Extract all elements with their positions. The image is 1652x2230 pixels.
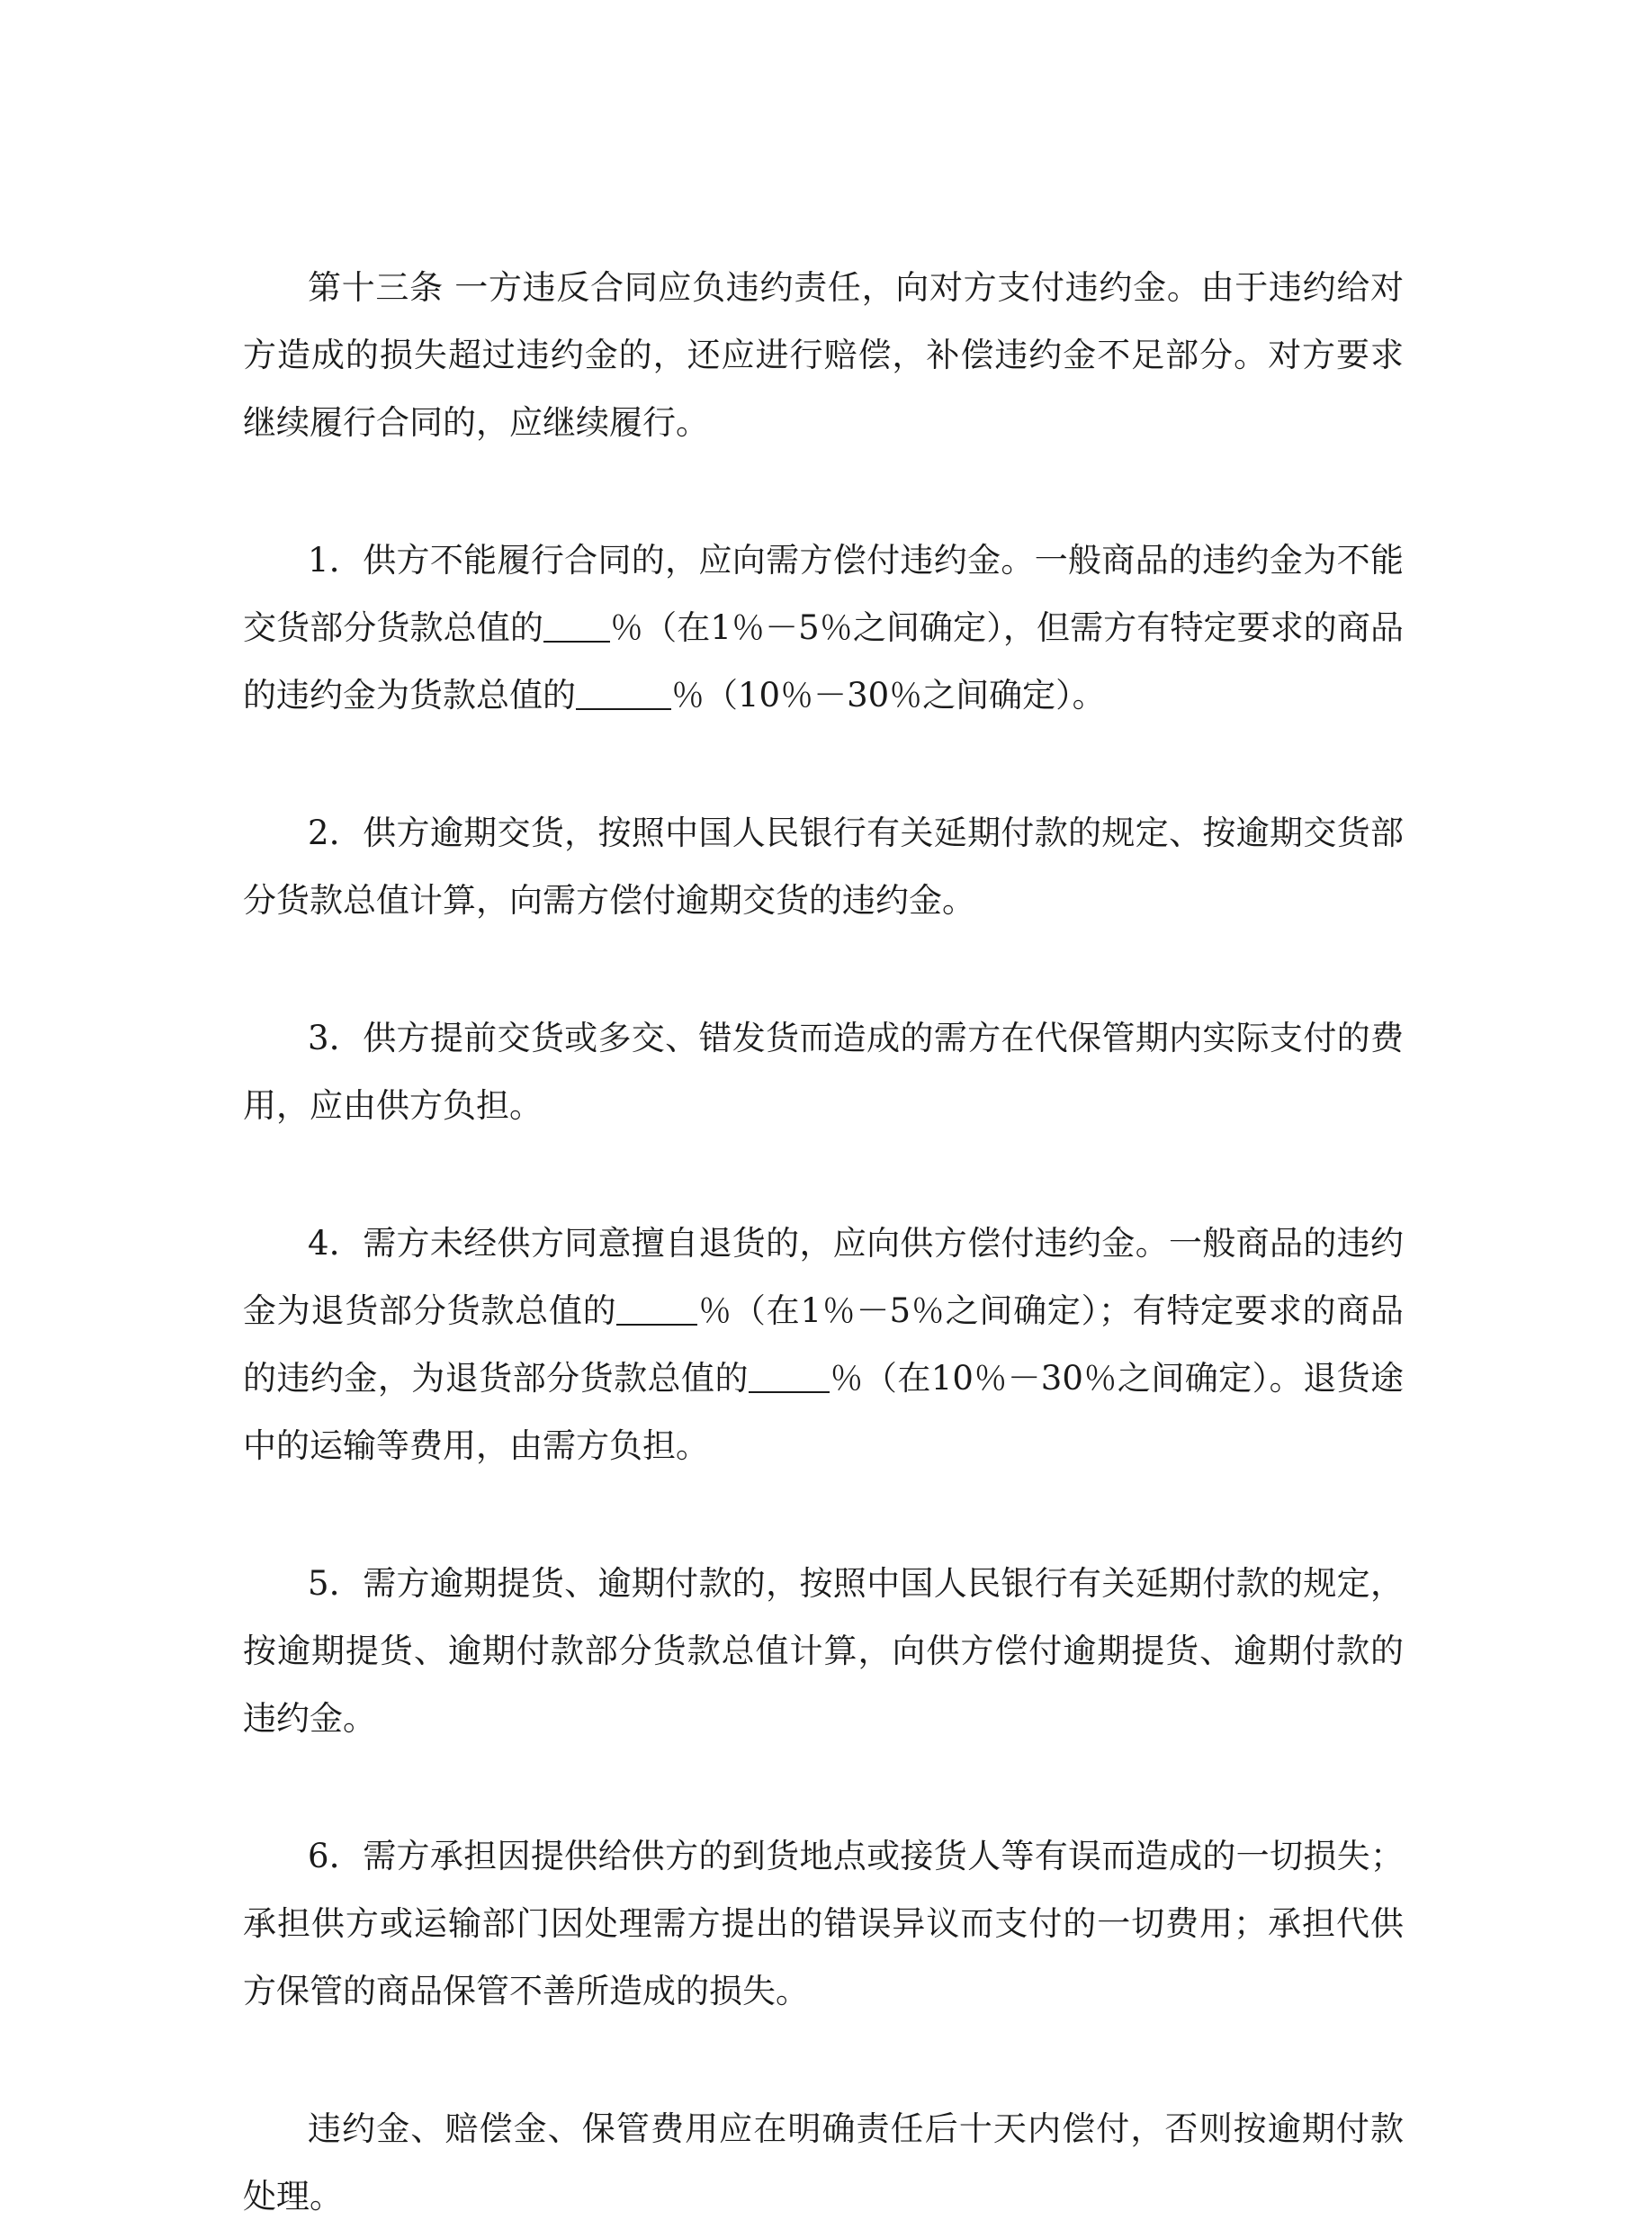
fill-in-blank[interactable] [576,678,671,710]
item-1-paragraph [243,526,1404,729]
item-4-text-a: 4．需方未经供方同意擅自退货的，应向供方偿付违约金。一般商品的违约金为退货部分货款总值的 [243,1224,1404,1330]
closing-paragraph: 违约金、赔偿金、保管费用应在明确责任后十天内偿付，否则按逾期付款处理。 [243,2109,1404,2216]
item-2-paragraph: 2．供方逾期交货，按照中国人民银行有关延期付款的规定、按逾期交货部分货款总值计算，向需方偿付逾期交货的违约金。 [243,814,1404,920]
article-13-paragraph: 第十三条 一方违反合同应负违约责任，向对方支付违约金。由于违约给对方造成的损失超过违约金的，还应进行赔偿，补偿违约金不足部分。对方要求继续履行合同的，应继续履行。 [243,268,1404,442]
item-4-text-c: ％（在10％－30％之间确定）。退货途中的运输等费用，由需方负担。 [243,1359,1404,1465]
item-1-text-b: ％（在1％－5％之间确定），但需方有特定要求的商品的违约金为货款总值的 [243,608,1404,715]
item-3-paragraph: 3．供方提前交货或多交、错发货而造成的需方在代保管期内实际支付的费用，应由供方负担。 [243,1019,1404,1125]
fill-in-blank[interactable] [749,1361,830,1393]
item-1-text-a: 1．供方不能履行合同的，应向需方偿付违约金。一般商品的违约金为不能交货部分货款总值的 [243,541,1404,647]
item-4-text-b: ％（在1％－5％之间确定）；有特定要求的商品的违约金，为退货部分货款总值的 [243,1291,1404,1398]
item-1-text-c: ％（10％－30％之间确定）。 [671,676,1106,715]
item-5-paragraph: 5．需方逾期提货、逾期付款的，按照中国人民银行有关延期付款的规定，按逾期提货、逾期付款部分货款总值计算，向供方偿付逾期提货、逾期付款的违约金。 [243,1564,1404,1738]
item-4-paragraph [243,1209,1404,1479]
item-6-paragraph: 6．需方承担因提供给供方的到货地点或接货人等有误而造成的一切损失；承担供方或运输部门因处理需方提出的错误异议而支付的一切费用；承担代供方保管的商品保管不善所造成的损失。 [243,1837,1404,2010]
fill-in-blank[interactable] [543,610,610,643]
fill-in-blank[interactable] [616,1293,697,1326]
document-body [243,254,1404,2230]
